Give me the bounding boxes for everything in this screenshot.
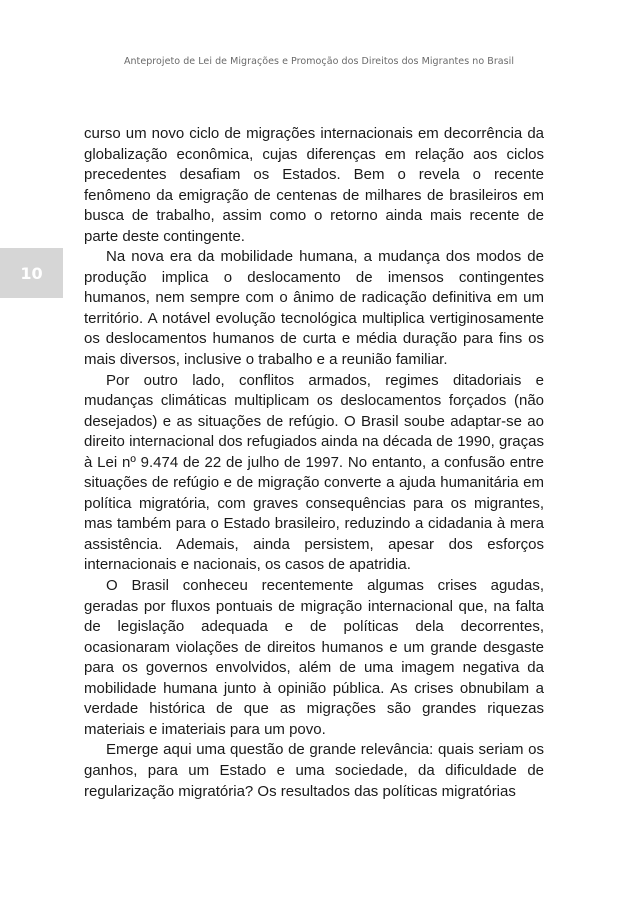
page-number-tab [0, 248, 63, 298]
page-number: 10 [20, 263, 43, 283]
paragraph-4: O Brasil conheceu recentemente algumas crises agudas, geradas por fluxos pontuais de migração internacional que, na falta de legislação adequada e de políticas dela decorrentes, ocasionaram violações de direitos humanos e um grande desgaste para os governos envolvidos, além de uma imagem negativa da mobilidade humana junto à opinião pública. As crises obnubilam a verdade histórica de que as migrações são grandes riquezas materiais e imateriais para um povo. [84, 577, 544, 738]
paragraph-2: Na nova era da mobilidade humana, a mudança dos modos de produção implica o deslocamento de imensos contingentes humanos, nem sempre com o ânimo de radicação definitiva em um território. A notável evolução tecnológica multiplica vertiginosamente os deslocamentos humanos de curta e média duração para fins os mais diversos, inclusive o trabalho e a reunião familiar. [84, 248, 544, 369]
paragraph-3: Por outro lado, conflitos armados, regimes ditadoriais e mudanças climáticas multiplicam os deslocamentos forçados (não desejados) e as situações de refúgio. O Brasil soube adaptar-se ao direito internacional dos refugiados ainda na década de 1990, graças à Lei nº 9.474 de 22 de julho de 1997. No entanto, a confusão entre situações de refúgio e de migração converte a ajuda humanitária em política migratória, com graves consequências para os migrantes, mas também para o Estado brasileiro, reduzindo a cidadania à mera assistência. Ademais, ainda persistem, apesar dos esforços internacionais e nacionais, os casos de apatridia. [84, 371, 544, 574]
paragraph-5: Emerge aqui uma questão de grande relevância: quais seriam os ganhos, para um Estado e uma sociedade, da dificuldade de regularização migratória? Os resultados das políticas migratórias [84, 741, 544, 800]
running-header: Anteprojeto de Lei de Migrações e Promoção dos Direitos dos Migrantes no Brasil [123, 56, 515, 67]
body-text [84, 124, 544, 802]
paragraph-1: curso um novo ciclo de migrações internacionais em decorrência da globalização econômica, cujas diferenças em relação aos ciclos precedentes desafiam os Estados. Bem o revela o recente fenômeno da emigração de centenas de milhares de brasileiros em busca de trabalho, assim como o retorno ainda mais recente de parte deste contingente. [84, 125, 544, 245]
